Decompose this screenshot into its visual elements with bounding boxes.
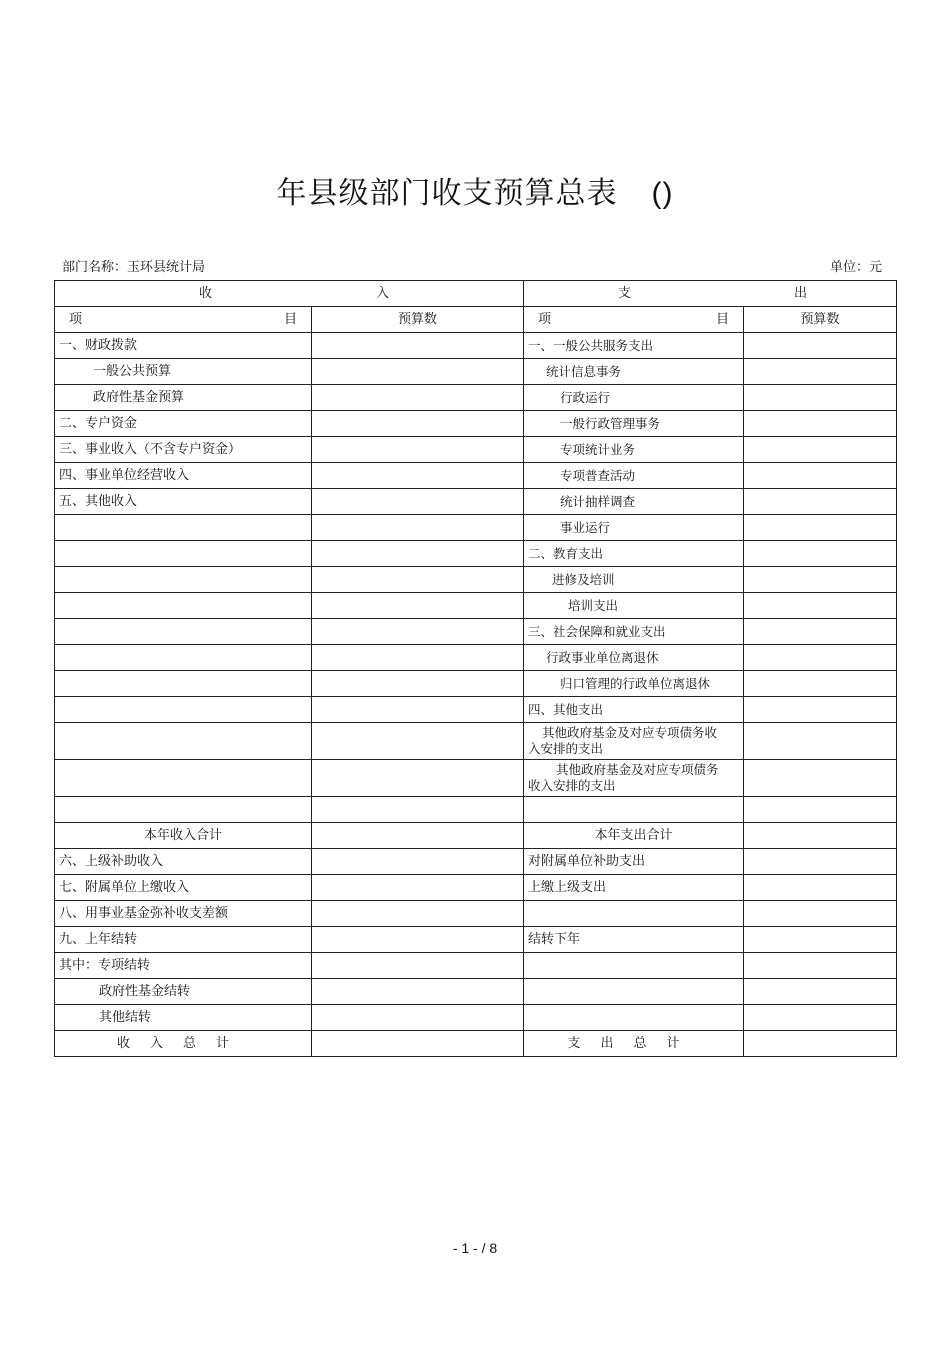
page-title bbox=[0, 168, 950, 212]
department-name: 部门名称：玉环县统计局 bbox=[62, 260, 206, 275]
table-row bbox=[55, 760, 897, 797]
income-item bbox=[55, 593, 312, 619]
table-row bbox=[55, 541, 897, 567]
table-row bbox=[55, 463, 897, 489]
income-item: 四、事业单位经营收入 bbox=[55, 463, 312, 489]
expense-item: 行政运行 bbox=[524, 385, 744, 411]
table-row bbox=[55, 437, 897, 463]
expense-item: 统计抽样调查 bbox=[524, 489, 744, 515]
expense-header-a: 支 bbox=[618, 285, 632, 301]
table-row bbox=[55, 875, 897, 901]
table-row bbox=[55, 645, 897, 671]
income-value bbox=[312, 823, 524, 849]
expense-value bbox=[744, 1005, 897, 1031]
title-text: 年县级部门收支预算总表 bbox=[276, 176, 618, 211]
expense-item: 行政事业单位离退休 bbox=[524, 645, 744, 671]
income-value bbox=[312, 645, 524, 671]
expense-item: 其他政府基金及对应专项债务收入安排的支出 bbox=[524, 760, 744, 797]
year-expense-total-label: 本年支出合计 bbox=[524, 823, 744, 849]
expense-item: 四、其他支出 bbox=[524, 697, 744, 723]
income-item bbox=[55, 671, 312, 697]
income-item: 五、其他收入 bbox=[55, 489, 312, 515]
income-header bbox=[55, 281, 524, 307]
expense-item: 归口管理的行政单位离退休 bbox=[524, 671, 744, 697]
income-item: 九、上年结转 bbox=[55, 927, 312, 953]
income-value bbox=[312, 411, 524, 437]
expense-item bbox=[524, 901, 744, 927]
income-value bbox=[312, 723, 524, 760]
income-item bbox=[55, 541, 312, 567]
table-row bbox=[55, 411, 897, 437]
expense-value bbox=[744, 1031, 897, 1057]
table-row bbox=[55, 927, 897, 953]
income-value bbox=[312, 953, 524, 979]
expense-value bbox=[744, 849, 897, 875]
income-value bbox=[312, 927, 524, 953]
expense-value bbox=[744, 489, 897, 515]
year-total-row bbox=[55, 823, 897, 849]
income-item: 六、上级补助收入 bbox=[55, 849, 312, 875]
header-row-2 bbox=[55, 307, 897, 333]
income-item: 一般公共预算 bbox=[55, 359, 312, 385]
income-value bbox=[312, 1005, 524, 1031]
expense-value bbox=[744, 723, 897, 760]
title-paren: () bbox=[651, 177, 674, 210]
table-row bbox=[55, 953, 897, 979]
expense-item-header bbox=[524, 307, 744, 333]
income-value bbox=[312, 567, 524, 593]
expense-item: 事业运行 bbox=[524, 515, 744, 541]
income-value bbox=[312, 979, 524, 1005]
expense-value bbox=[744, 619, 897, 645]
expense-value bbox=[744, 645, 897, 671]
income-value bbox=[312, 671, 524, 697]
expense-item: 上缴上级支出 bbox=[524, 875, 744, 901]
income-value bbox=[312, 593, 524, 619]
income-budget-header: 预算数 bbox=[312, 307, 524, 333]
income-value bbox=[312, 797, 524, 823]
item-a: 项 bbox=[69, 311, 83, 327]
expense-value bbox=[744, 359, 897, 385]
expense-item bbox=[524, 979, 744, 1005]
income-item bbox=[55, 645, 312, 671]
table-row bbox=[55, 1005, 897, 1031]
income-value bbox=[312, 333, 524, 359]
expense-value bbox=[744, 979, 897, 1005]
expense-value bbox=[744, 760, 897, 797]
expense-value bbox=[744, 901, 897, 927]
expense-value bbox=[744, 953, 897, 979]
expense-item: 其他政府基金及对应专项债务收入安排的支出 bbox=[524, 723, 744, 760]
table-row bbox=[55, 849, 897, 875]
grand-expense-total-label: 支出总计 bbox=[524, 1031, 744, 1057]
income-value bbox=[312, 359, 524, 385]
income-item bbox=[55, 760, 312, 797]
income-item bbox=[55, 619, 312, 645]
income-item-header bbox=[55, 307, 312, 333]
expense-item: 培训支出 bbox=[524, 593, 744, 619]
expense-item: 统计信息事务 bbox=[524, 359, 744, 385]
income-item bbox=[55, 797, 312, 823]
income-value bbox=[312, 1031, 524, 1057]
unit-label: 单位：元 bbox=[829, 260, 882, 275]
table-row bbox=[55, 979, 897, 1005]
table-row bbox=[55, 385, 897, 411]
item-b: 目 bbox=[715, 311, 729, 327]
expense-item: 二、教育支出 bbox=[524, 541, 744, 567]
income-item: 七、附属单位上缴收入 bbox=[55, 875, 312, 901]
table-row bbox=[55, 723, 897, 760]
income-value bbox=[312, 697, 524, 723]
expense-item: 进修及培训 bbox=[524, 567, 744, 593]
table-row bbox=[55, 359, 897, 385]
income-value bbox=[312, 875, 524, 901]
expense-item: 专项统计业务 bbox=[524, 437, 744, 463]
income-value bbox=[312, 901, 524, 927]
income-value bbox=[312, 463, 524, 489]
expense-value bbox=[744, 437, 897, 463]
expense-value bbox=[744, 541, 897, 567]
item-a: 项 bbox=[538, 311, 552, 327]
table-row bbox=[55, 515, 897, 541]
table-row bbox=[55, 567, 897, 593]
income-value bbox=[312, 489, 524, 515]
income-item bbox=[55, 697, 312, 723]
income-item: 二、专户资金 bbox=[55, 411, 312, 437]
income-value bbox=[312, 385, 524, 411]
expense-item: 结转下年 bbox=[524, 927, 744, 953]
table-row bbox=[55, 593, 897, 619]
expense-value bbox=[744, 875, 897, 901]
expense-value bbox=[744, 385, 897, 411]
income-item: 政府性基金结转 bbox=[55, 979, 312, 1005]
page-number: - 1 - / 8 bbox=[452, 1240, 498, 1256]
income-value bbox=[312, 541, 524, 567]
expense-item: 三、社会保障和就业支出 bbox=[524, 619, 744, 645]
expense-value bbox=[744, 515, 897, 541]
income-value bbox=[312, 849, 524, 875]
income-value bbox=[312, 437, 524, 463]
expense-item: 对附属单位补助支出 bbox=[524, 849, 744, 875]
budget-table bbox=[54, 280, 897, 1057]
income-item bbox=[55, 723, 312, 760]
expense-header bbox=[524, 281, 897, 307]
expense-value bbox=[744, 797, 897, 823]
income-value bbox=[312, 760, 524, 797]
header-row-1 bbox=[55, 281, 897, 307]
expense-item: 专项普查活动 bbox=[524, 463, 744, 489]
expense-value bbox=[744, 411, 897, 437]
expense-value bbox=[744, 567, 897, 593]
table-row bbox=[55, 619, 897, 645]
expense-item: 一、一般公共服务支出 bbox=[524, 333, 744, 359]
expense-item bbox=[524, 797, 744, 823]
grand-income-total-label: 收入总计 bbox=[55, 1031, 312, 1057]
expense-value bbox=[744, 927, 897, 953]
expense-item bbox=[524, 953, 744, 979]
grand-total-row bbox=[55, 1031, 897, 1057]
income-item: 政府性基金预算 bbox=[55, 385, 312, 411]
table-row bbox=[55, 797, 897, 823]
expense-value bbox=[744, 671, 897, 697]
expense-value bbox=[744, 697, 897, 723]
income-header-b: 入 bbox=[375, 285, 389, 301]
expense-item: 一般行政管理事务 bbox=[524, 411, 744, 437]
table-row bbox=[55, 489, 897, 515]
expense-budget-header: 预算数 bbox=[744, 307, 897, 333]
income-item bbox=[55, 515, 312, 541]
expense-value bbox=[744, 463, 897, 489]
income-value bbox=[312, 515, 524, 541]
table-row bbox=[55, 333, 897, 359]
income-item: 八、用事业基金弥补收支差额 bbox=[55, 901, 312, 927]
income-item: 三、事业收入（不含专户资金） bbox=[55, 437, 312, 463]
expense-header-b: 出 bbox=[793, 285, 807, 301]
expense-item bbox=[524, 1005, 744, 1031]
income-value bbox=[312, 619, 524, 645]
item-b: 目 bbox=[283, 311, 297, 327]
income-item bbox=[55, 567, 312, 593]
expense-value bbox=[744, 823, 897, 849]
expense-value bbox=[744, 333, 897, 359]
year-income-total-label: 本年收入合计 bbox=[55, 823, 312, 849]
table-row bbox=[55, 671, 897, 697]
expense-value bbox=[744, 593, 897, 619]
table-row bbox=[55, 697, 897, 723]
income-item: 其中：专项结转 bbox=[55, 953, 312, 979]
income-header-a: 收 bbox=[199, 285, 213, 301]
table-row bbox=[55, 901, 897, 927]
income-item: 其他结转 bbox=[55, 1005, 312, 1031]
income-item: 一、财政拨款 bbox=[55, 333, 312, 359]
